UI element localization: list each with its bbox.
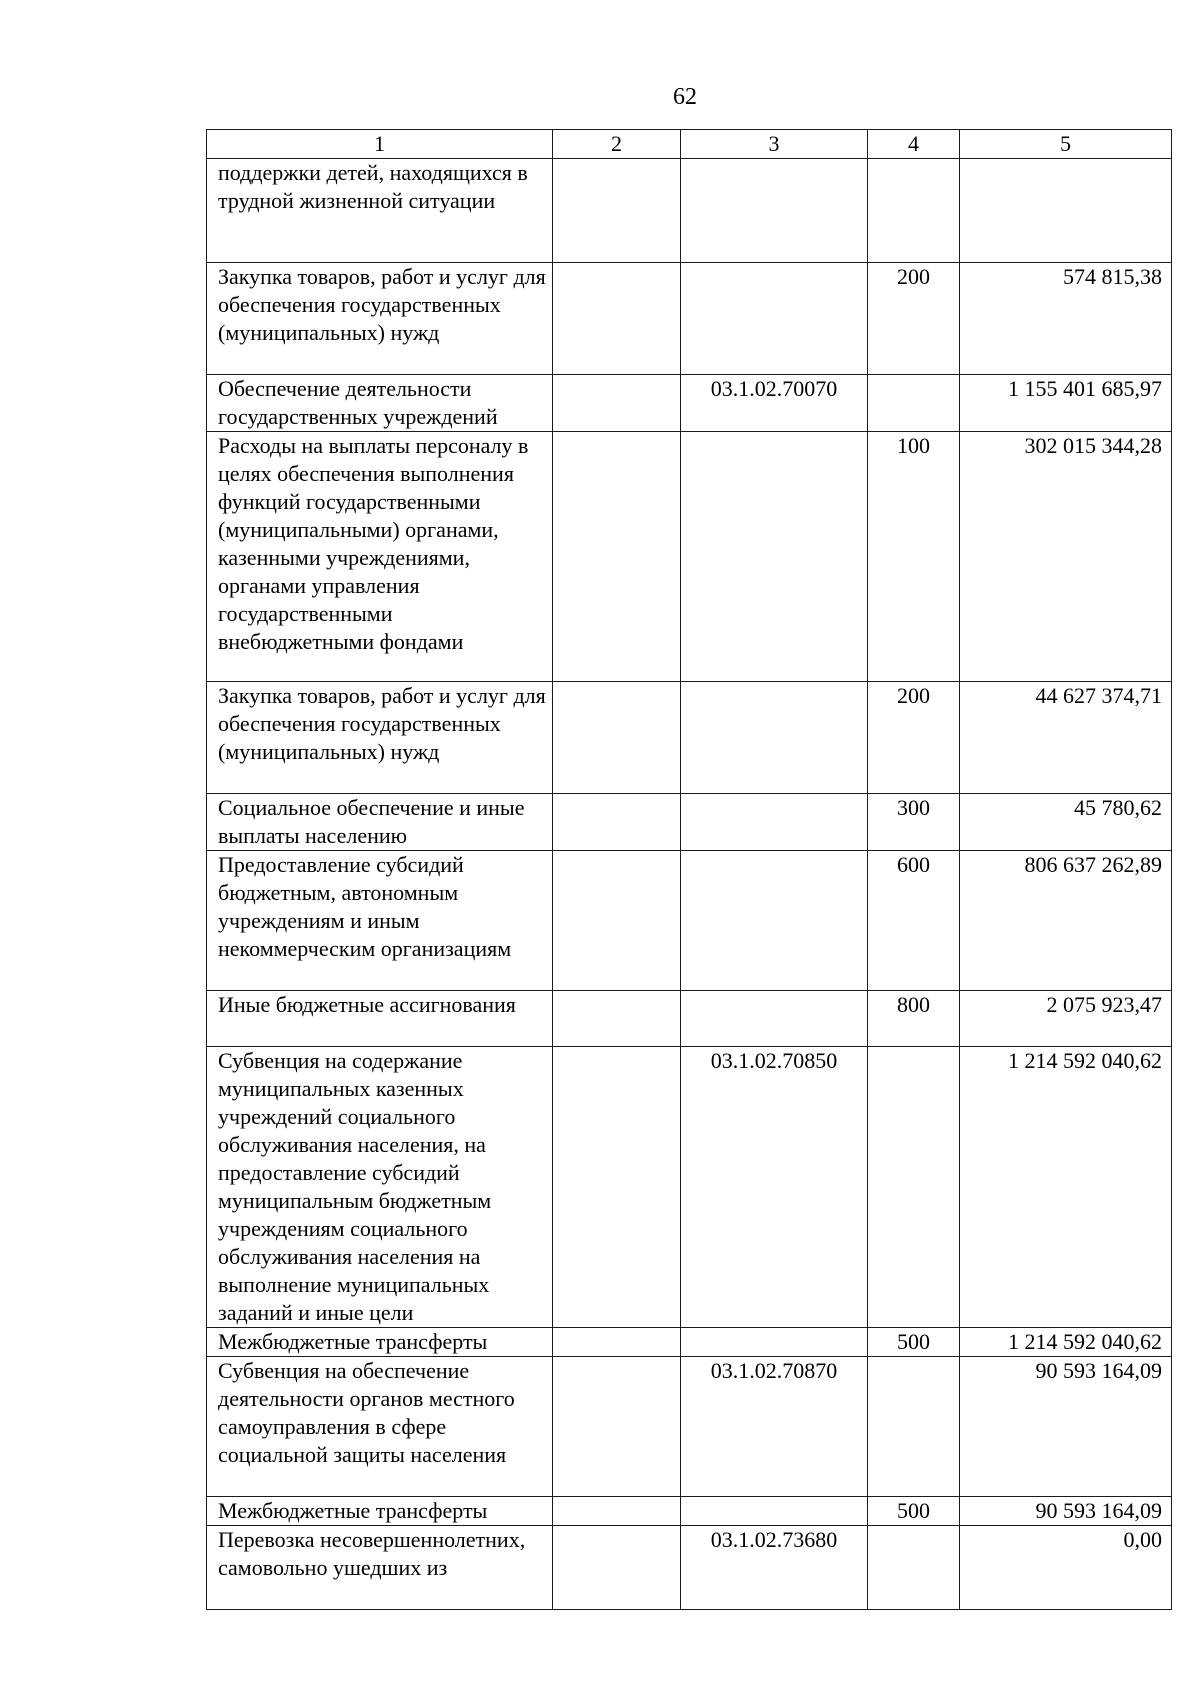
row-kind: 100 [868,432,960,682]
row-name: Закупка товаров, работ и услуг для обеспечения государственных (муниципальных) нужд [207,682,553,794]
budget-table [206,129,1172,1610]
row-kind: 800 [868,991,960,1047]
row-kind [868,1357,960,1497]
page-number: 62 [673,84,697,110]
row-col2 [553,682,681,794]
row-kind [868,1047,960,1328]
row-amount: 44 627 374,71 [960,682,1172,794]
row-col2 [553,1497,681,1526]
row-name: Предоставление субсидий бюджетным, автономным учреждениям и иным некоммерческим организациям [207,851,553,991]
row-kind: 300 [868,794,960,851]
table-row [207,159,1172,263]
row-code [681,159,868,263]
row-col2 [553,1047,681,1328]
row-col2 [553,1328,681,1357]
row-name: поддержки детей, находящихся в трудной жизненной ситуации [207,159,553,263]
table-row [207,263,1172,375]
row-name: Субвенция на обеспечение деятельности органов местного самоуправления в сфере социальной защиты населения [207,1357,553,1497]
row-amount: 1 155 401 685,97 [960,375,1172,432]
row-kind: 500 [868,1497,960,1526]
row-code [681,1497,868,1526]
row-amount: 1 214 592 040,62 [960,1328,1172,1357]
table-row [207,1526,1172,1610]
row-amount: 302 015 344,28 [960,432,1172,682]
row-amount: 45 780,62 [960,794,1172,851]
row-code [681,794,868,851]
row-kind [868,375,960,432]
row-name: Расходы на выплаты персоналу в целях обеспечения выполнения функций государственными (муниципальными) органами, казенными учреждениями, органами управления государственными внебюджетными фондами [207,432,553,682]
row-name: Иные бюджетные ассигнования [207,991,553,1047]
row-amount: 574 815,38 [960,263,1172,375]
row-amount: 2 075 923,47 [960,991,1172,1047]
table-row [207,682,1172,794]
header-col-2: 2 [553,130,681,159]
header-col-1: 1 [207,130,553,159]
row-kind: 200 [868,263,960,375]
row-col2 [553,159,681,263]
row-amount: 806 637 262,89 [960,851,1172,991]
header-col-3: 3 [681,130,868,159]
row-code: 03.1.02.70850 [681,1047,868,1328]
row-col2 [553,263,681,375]
row-code: 03.1.02.70870 [681,1357,868,1497]
row-name: Социальное обеспечение и иные выплаты населению [207,794,553,851]
row-name: Перевозка несовершеннолетних, самовольно ушедших из [207,1526,553,1610]
row-kind: 500 [868,1328,960,1357]
row-col2 [553,1357,681,1497]
row-code: 03.1.02.70070 [681,375,868,432]
header-col-4: 4 [868,130,960,159]
row-code [681,263,868,375]
row-kind: 200 [868,682,960,794]
table-row [207,1357,1172,1497]
row-kind: 600 [868,851,960,991]
table-row [207,432,1172,682]
row-col2 [553,851,681,991]
row-kind [868,159,960,263]
header-row [207,130,1172,159]
row-amount: 90 593 164,09 [960,1497,1172,1526]
row-name: Межбюджетные трансферты [207,1497,553,1526]
row-code [681,991,868,1047]
row-code [681,432,868,682]
row-kind [868,1526,960,1610]
row-amount: 90 593 164,09 [960,1357,1172,1497]
row-col2 [553,1526,681,1610]
row-code [681,682,868,794]
header-col-5: 5 [960,130,1172,159]
row-code [681,1328,868,1357]
table-row [207,1047,1172,1328]
row-code [681,851,868,991]
row-amount [960,159,1172,263]
table-row [207,851,1172,991]
table-row [207,1497,1172,1526]
row-amount: 1 214 592 040,62 [960,1047,1172,1328]
row-name: Субвенция на содержание муниципальных казенных учреждений социального обслуживания населения, на предоставление субсидий муниципальным бюджетным учреждениям социального обслуживания населения на выполнение муниципальных заданий и иные цели [207,1047,553,1328]
table-row [207,794,1172,851]
row-code: 03.1.02.73680 [681,1526,868,1610]
row-name: Обеспечение деятельности государственных учреждений [207,375,553,432]
row-col2 [553,794,681,851]
row-amount: 0,00 [960,1526,1172,1610]
row-col2 [553,991,681,1047]
row-col2 [553,432,681,682]
row-name: Закупка товаров, работ и услуг для обеспечения государственных (муниципальных) нужд [207,263,553,375]
table-row [207,991,1172,1047]
table-row [207,1328,1172,1357]
row-name: Межбюджетные трансферты [207,1328,553,1357]
table-row [207,375,1172,432]
row-col2 [553,375,681,432]
